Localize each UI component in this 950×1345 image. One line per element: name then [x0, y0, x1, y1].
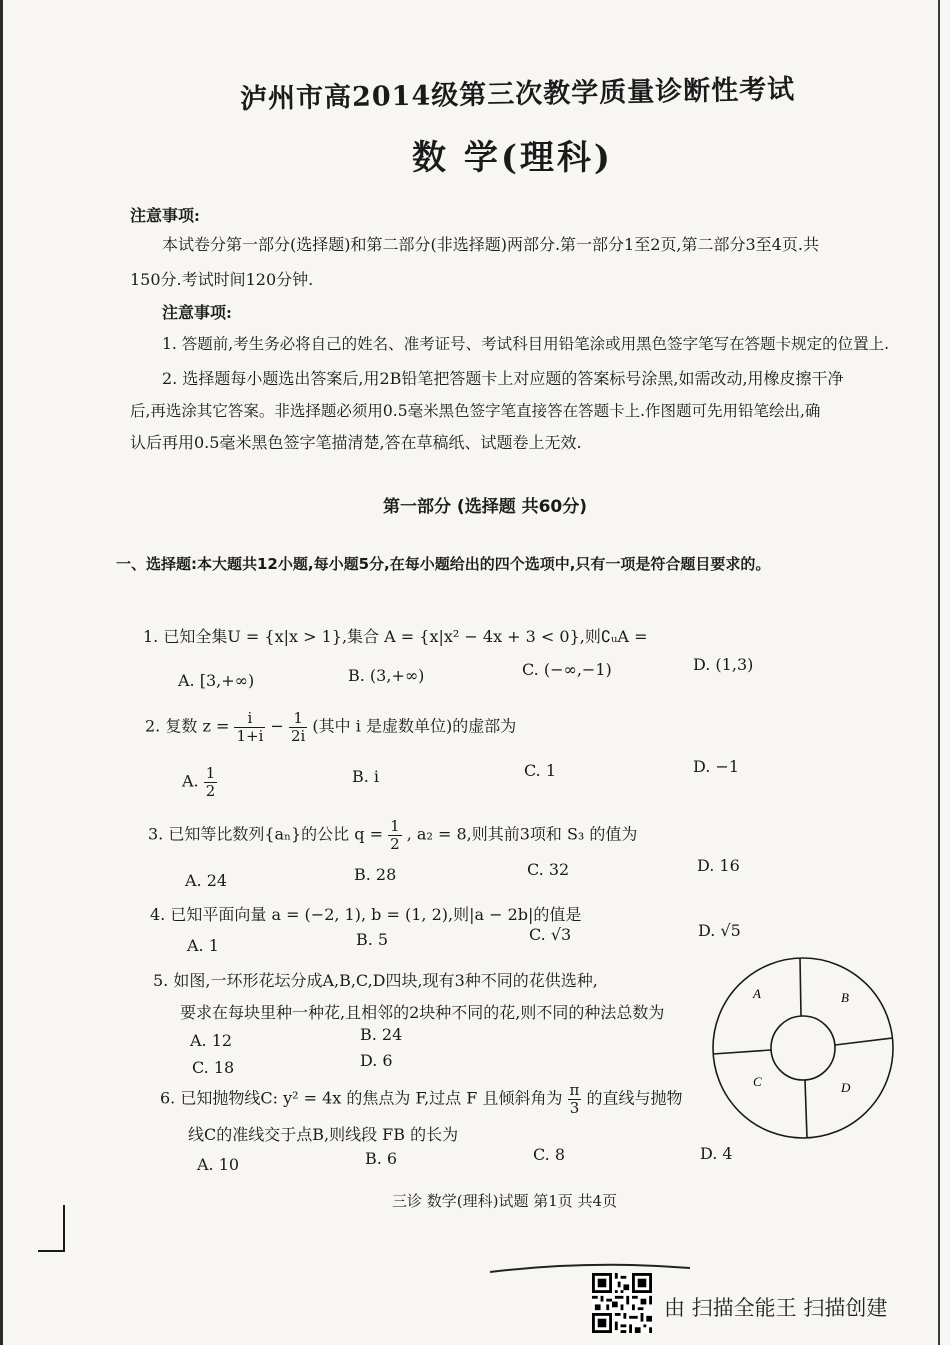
q5-option-c: C. 18: [192, 1058, 235, 1077]
notice-item1: 1. 答题前,考生务必将自己的姓名、准考证号、考试科目用铅笔涂或用黑色签字笔写在答题卡规定的位置上.: [162, 335, 890, 353]
inner-circle: [771, 1016, 835, 1080]
q2-minus: −: [270, 716, 284, 736]
exam-title: 泸州市高2014级第三次教学质量诊断性考试: [239, 74, 796, 115]
notice-item2-line2: 后,再选涂其它答案。非选择题必须用0.5毫米黑色签字笔直接答在答题卡上.作图题可先用铅笔绘出,确: [130, 402, 821, 420]
page-footer: 三诊 数学(理科)试题 第1页 共4页: [392, 1192, 618, 1210]
section-heading: 一、选择题:本大题共12小题,每小题5分,在每小题给出的四个选项中,只有一项是符合题目要求的。: [116, 555, 771, 573]
q2-fraction-1: $\frac{i}{1+i}$: [236, 709, 264, 745]
q2-option-a: A. $\frac{1}{2}$: [182, 764, 216, 800]
region-label-d: D: [841, 1080, 851, 1095]
qr-code-icon: [592, 1273, 652, 1333]
region-label-c: C: [753, 1074, 762, 1089]
q4-option-a: A. 1: [187, 936, 219, 955]
q2-option-c: C. 1: [524, 761, 557, 780]
q2-option-a-fraction: $\frac{1}{2}$: [205, 764, 216, 800]
notice-item2-line3: 认后再用0.5毫米黑色签字笔描清楚,答在草稿纸、试题卷上无效.: [130, 433, 582, 452]
notice-line1: 本试卷分第一部分(选择题)和第二部分(非选择题)两部分.第一部分1至2页,第二部分3至4页.共: [162, 235, 819, 254]
q6-option-b: B. 6: [365, 1149, 398, 1168]
divider-top: [800, 958, 801, 1016]
q6-option-d: D. 4: [700, 1144, 733, 1163]
q2-stem: [145, 710, 516, 744]
q5-line1: 5. 如图,一环形花坛分成A,B,C,D四块,现有3种不同的花供选种,: [153, 971, 598, 990]
q2-stem-post: (其中 i 是虚数单位)的虚部为: [312, 716, 517, 736]
q6-option-a: A. 10: [197, 1155, 240, 1174]
q5-option-d: D. 6: [360, 1051, 393, 1070]
page-edge-right: [938, 0, 940, 1345]
q4-option-b: B. 5: [356, 930, 389, 949]
q1-option-a: A. [3,+∞): [178, 671, 255, 690]
q1-option-c: C. (−∞,−1): [522, 660, 612, 679]
exam-subtitle: 数 学(理科): [412, 138, 614, 178]
divider-right: [835, 1038, 893, 1045]
region-label-b: B: [841, 990, 849, 1005]
q6-line1: 6. 已知抛物线C: y² = 4x 的焦点为 F,过点 F 且倾斜角为 $\frac{\pi}{3}$ 的直线与抛物: [160, 1081, 683, 1117]
part1-heading: 第一部分 (选择题 共60分): [383, 497, 588, 517]
q3-stem: 3. 已知等比数列{aₙ}的公比 q = $\frac{1}{2}$ , a₂ = 8,则其前3项和 S₃ 的值为: [148, 817, 638, 853]
notice-line2: 150分.考试时间120分钟.: [130, 270, 314, 289]
q5-line2: 要求在每块里种一种花,且相邻的2块种不同的花,则不同的种法总数为: [180, 1003, 665, 1022]
ring-flowerbed-figure: [705, 950, 905, 1150]
q3-option-c: C. 32: [527, 860, 570, 879]
crop-mark: [38, 1205, 78, 1255]
q4-option-d: D. √5: [698, 921, 741, 940]
divider-left: [713, 1050, 771, 1054]
q3-ratio-fraction: $\frac{1}{2}$: [390, 817, 400, 853]
q1-option-d: D. (1,3): [693, 655, 754, 674]
q5-option-b: B. 24: [360, 1025, 403, 1044]
region-label-a: A: [753, 986, 761, 1001]
q6-line2: 线C的准线交于点B,则线段 FB 的长为: [188, 1125, 459, 1144]
scanner-watermark: 由 扫描全能王 扫描创建: [664, 1296, 888, 1320]
q2-stem-pre: 2. 复数 z =: [145, 716, 230, 736]
divider-bottom: [805, 1080, 807, 1138]
q5-option-a: A. 12: [190, 1031, 233, 1050]
q3-option-b: B. 28: [354, 865, 397, 884]
notice-item2-line1: 2. 选择题每小题选出答案后,用2B铅笔把答题卡上对应题的答案标号涂黑,如需改动,用橡皮擦干净: [162, 369, 844, 388]
notice-subheading: 注意事项:: [162, 303, 232, 322]
q2-option-b: B. i: [352, 767, 380, 786]
q3-option-d: D. 16: [697, 856, 740, 875]
q6-angle-fraction: $\frac{\pi}{3}$: [569, 1081, 580, 1117]
outer-circle: [713, 958, 893, 1138]
q4-stem: 4. 已知平面向量 a = (−2, 1), b = (1, 2),则|a − 2b|的值是: [150, 905, 582, 924]
q6-option-c: C. 8: [533, 1145, 566, 1164]
page-edge-left: [0, 0, 3, 1345]
q2-fraction-2: $\frac{1}{2i}$: [290, 709, 306, 745]
q2-option-d: D. −1: [693, 757, 740, 776]
q4-option-c: C. √3: [529, 925, 572, 944]
page-curl-line: [490, 1262, 690, 1274]
notice-heading: 注意事项:: [130, 206, 200, 225]
q1-option-b: B. (3,+∞): [348, 666, 425, 685]
q3-option-a: A. 24: [185, 871, 228, 890]
q1-stem: 1. 已知全集U = {x|x > 1},集合 A = {x|x² − 4x + 3 < 0},则∁ᵤA =: [143, 627, 648, 646]
